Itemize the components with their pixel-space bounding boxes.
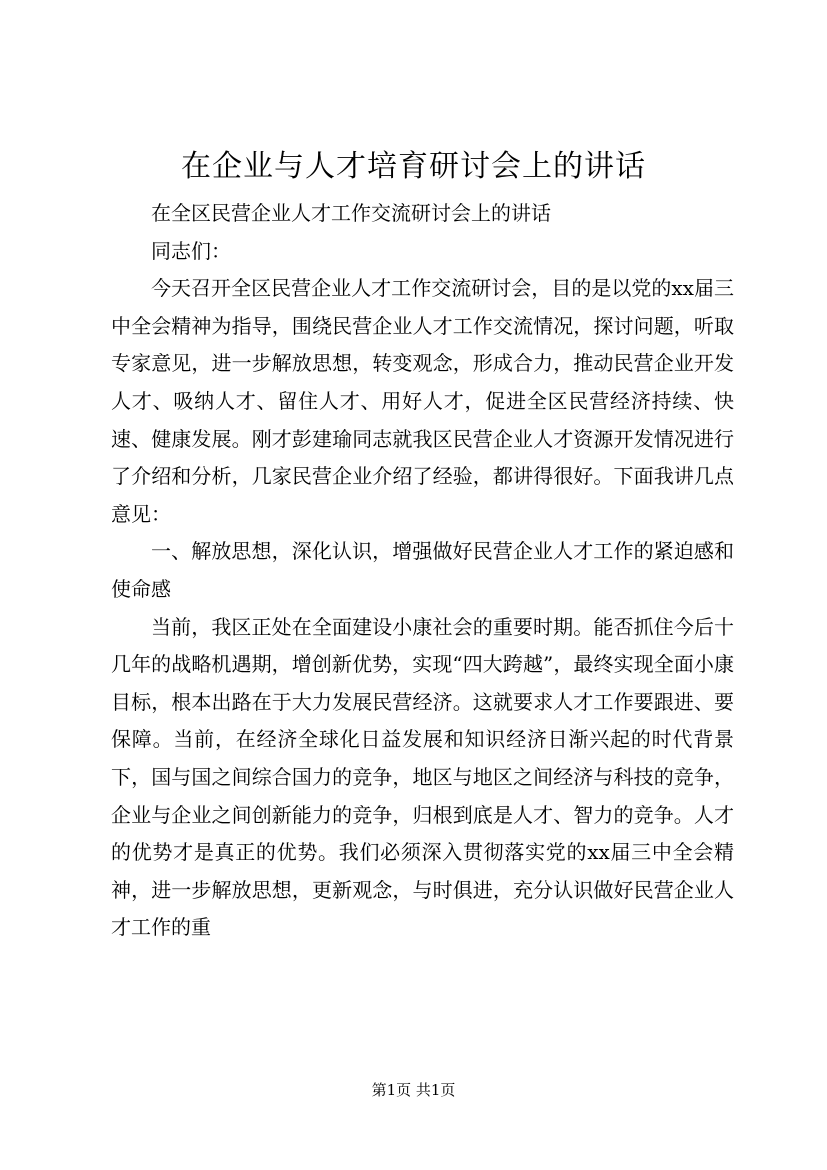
body-paragraph: 今天召开全区民营企业人才工作交流研讨会，目的是以党的xx届三中全会精神为指导，围绕民营企业人才工作交流情况，探讨问题，听取专家意见，进一步解放思想，转变观念，形成合力，推动民营企业开发人才、吸纳人才、留住人才、用好人才，促进全区民营经济持续、快速、健康发展。刚才彭建瑜同志就我区民营企业人才资源开发情况进行了介绍和分析，几家民营企业介绍了经验，都讲得很好。下面我讲几点意见：: [111, 276, 734, 526]
section-heading-paragraph: 一、解放思想，深化认识，增强做好民营企业人才工作的紧迫感和使命感: [111, 539, 734, 601]
subtitle-paragraph: 在全区民营企业人才工作交流研讨会上的讲话: [151, 201, 551, 225]
page-footer: 第1页 共1页: [371, 1081, 456, 1099]
document-body: [111, 195, 734, 947]
body-paragraph: 当前，我区正处在全面建设小康社会的重要时期。能否抓住今后十几年的战略机遇期，增创新优势，实现“四大跨越”，最终实现全面小康目标，根本出路在于大力发展民营经济。这就要求人才工作要跟进、要保障。当前，在经济全球化日益发展和知识经济日渐兴起的时代背景下，国与国之间综合国力的竞争，地区与地区之间经济与科技的竞争，企业与企业之间创新能力的竞争，归根到底是人才、智力的竞争。人才的优势才是真正的优势。我们必须深入贯彻落实党的xx届三中全会精神，进一步解放思想，更新观念，与时俱进，充分认识做好民营企业人才工作的重: [111, 614, 734, 940]
document-title: 在企业与人才培育研讨会上的讲话: [181, 149, 646, 184]
salutation-paragraph: 同志们：: [151, 238, 231, 263]
